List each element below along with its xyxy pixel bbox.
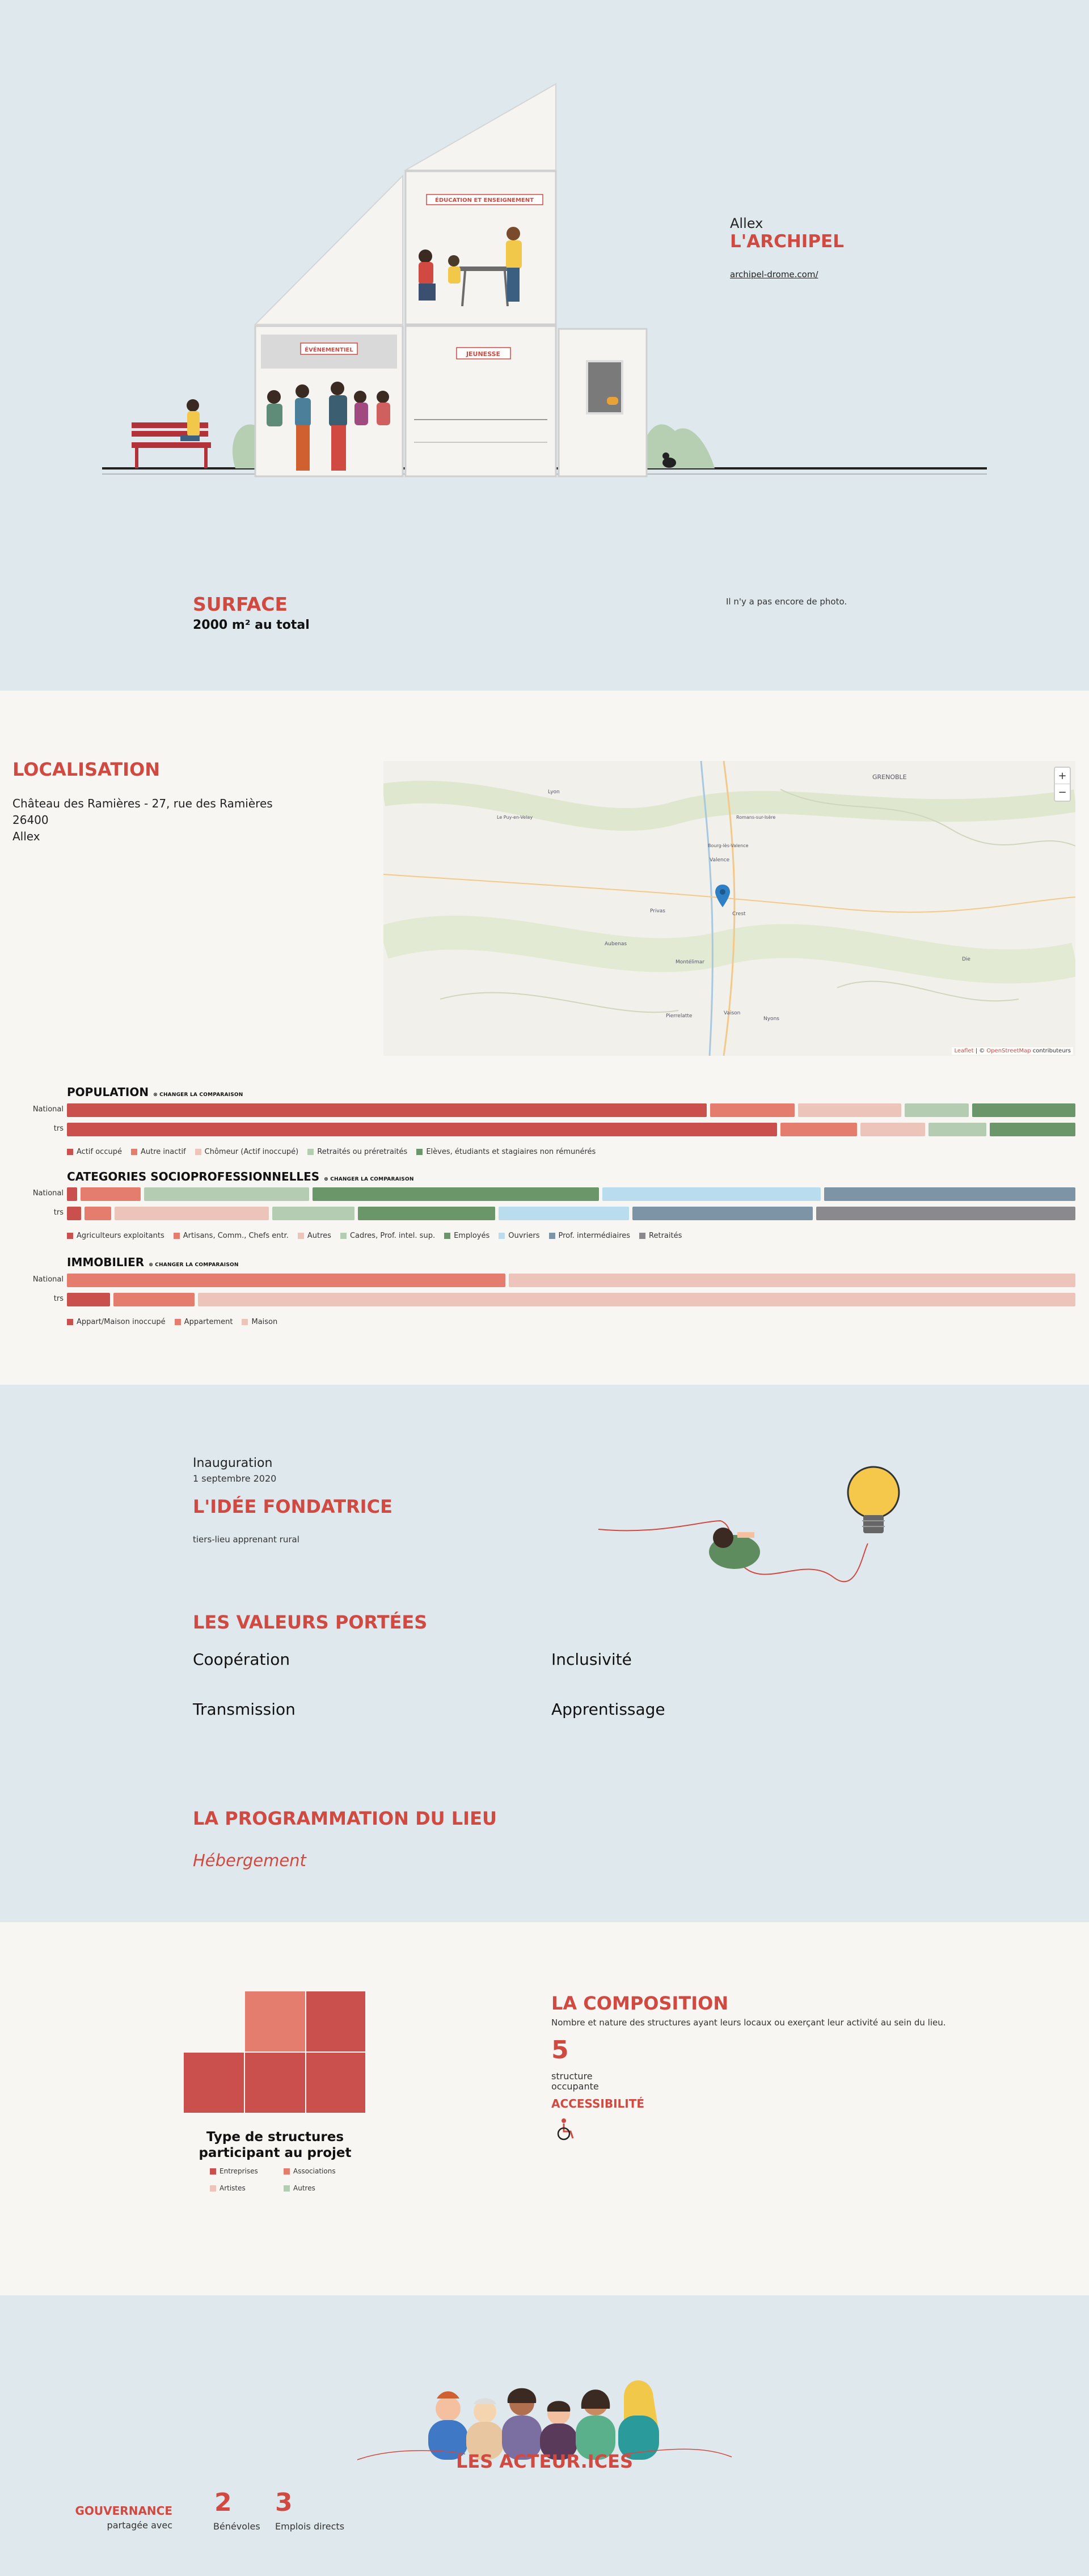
composition-title: LA COMPOSITION bbox=[551, 1993, 729, 2014]
idee-section bbox=[0, 1385, 1089, 1922]
legend-item: Ouvriers bbox=[499, 1232, 539, 1240]
row-label-local: trs bbox=[53, 1208, 64, 1217]
bar-segment-population-4 bbox=[928, 1123, 986, 1136]
address-city: Allex bbox=[12, 830, 40, 843]
treemap-cell-associations bbox=[245, 1991, 305, 2052]
bar-segment-csp-1 bbox=[67, 1187, 77, 1201]
legend-item: Autre inactif bbox=[131, 1148, 186, 1156]
osm-link[interactable]: OpenStreetMap bbox=[986, 1048, 1031, 1054]
bar-segment-immobilier-1 bbox=[67, 1293, 110, 1306]
house-illustration bbox=[96, 79, 993, 488]
emplois-count: 3 bbox=[275, 2488, 293, 2517]
immobilier-local-bar bbox=[67, 1293, 1075, 1306]
zoom-out-button[interactable]: − bbox=[1058, 786, 1067, 798]
leaflet-link[interactable]: Leaflet bbox=[954, 1048, 974, 1054]
legend-item: Retraités ou préretraités bbox=[307, 1148, 407, 1156]
legend-item: Chômeur (Actif inoccupé) bbox=[195, 1148, 299, 1156]
population-header bbox=[67, 1085, 243, 1099]
map[interactable] bbox=[383, 761, 1075, 1056]
map-marker-icon[interactable] bbox=[715, 885, 730, 907]
bar-segment-csp-2 bbox=[81, 1187, 141, 1201]
treemap-cell-entreprises bbox=[306, 1991, 365, 2052]
structures-treemap bbox=[184, 1991, 365, 2114]
bar-segment-population-3 bbox=[860, 1123, 925, 1136]
treemap-cell-entreprises bbox=[306, 2053, 365, 2113]
treemap-title-line1: Type de structures bbox=[206, 2130, 344, 2144]
inauguration-label: Inauguration bbox=[193, 1456, 273, 1470]
row-label-national: National bbox=[32, 1105, 64, 1114]
bar-segment-csp-7 bbox=[824, 1187, 1075, 1201]
accessibility-title: ACCESSIBILITÉ bbox=[551, 2097, 645, 2110]
row-label-national: National bbox=[32, 1275, 64, 1284]
attribution-tail: contributeurs bbox=[1031, 1048, 1071, 1054]
map-label: Pierrelatte bbox=[666, 1013, 693, 1019]
structure-count-label1: structure bbox=[551, 2071, 593, 2082]
map-label: Crest bbox=[732, 911, 746, 917]
bar-segment-csp-3 bbox=[115, 1207, 269, 1220]
treemap-title-line2: participant au projet bbox=[199, 2145, 352, 2160]
valeur-item: Apprentissage bbox=[551, 1700, 665, 1719]
structure-count: 5 bbox=[551, 2036, 569, 2065]
bar-segment-population-5 bbox=[990, 1123, 1075, 1136]
composition-subtitle: Nombre et nature des structures ayant leurs locaux ou exerçant leur activité au sein du lieu. bbox=[551, 2017, 946, 2028]
immobilier-national-bar bbox=[67, 1274, 1075, 1287]
treemap-title bbox=[182, 2130, 369, 2161]
zoom-in-button[interactable]: + bbox=[1055, 768, 1070, 784]
legend-item: Appart/Maison inoccupé bbox=[67, 1318, 166, 1326]
legend-item: Artisans, Comm., Chefs entr. bbox=[174, 1232, 289, 1240]
idea-illustration bbox=[590, 1453, 907, 1611]
map-label: Aubenas bbox=[605, 941, 627, 947]
bar-segment-population-1 bbox=[67, 1123, 777, 1136]
csp-legend bbox=[67, 1232, 682, 1240]
map-label: Vaison bbox=[724, 1010, 741, 1016]
bar-segment-population-4 bbox=[905, 1103, 968, 1117]
map-label: GRENOBLE bbox=[872, 773, 907, 781]
legend-item: Actif occupé bbox=[67, 1148, 122, 1156]
legend-autres: Autres bbox=[284, 2184, 315, 2192]
csp-header bbox=[67, 1170, 414, 1183]
population-title: POPULATION bbox=[67, 1085, 149, 1099]
benevoles-label: Bénévoles bbox=[213, 2521, 260, 2532]
legend-item: Prof. intermédiaires bbox=[549, 1232, 631, 1240]
acteurs-section bbox=[0, 2295, 1089, 2576]
map-label: Lyon bbox=[548, 789, 560, 795]
bar-segment-csp-1 bbox=[67, 1207, 81, 1220]
localisation-title: LOCALISATION bbox=[12, 759, 161, 780]
bar-segment-csp-4 bbox=[144, 1187, 309, 1201]
valeur-item: Transmission bbox=[193, 1700, 296, 1719]
bar-segment-population-2 bbox=[780, 1123, 857, 1136]
place-town: Allex bbox=[730, 215, 763, 231]
legend-item: Maison bbox=[242, 1318, 277, 1326]
localisation-section bbox=[0, 691, 1089, 1385]
hero-section bbox=[0, 0, 1089, 691]
gouvernance-title: GOUVERNANCE bbox=[75, 2504, 172, 2518]
legend-item: Employés bbox=[444, 1232, 489, 1240]
legend-artistes: Artistes bbox=[210, 2184, 246, 2192]
immobilier-legend bbox=[67, 1318, 277, 1326]
room-label-jeunesse: JEUNESSE bbox=[466, 350, 501, 358]
map-label: Bourg-lès-Valence bbox=[708, 843, 749, 848]
immobilier-title: IMMOBILIER bbox=[67, 1255, 145, 1269]
legend-item: Retraités bbox=[639, 1232, 682, 1240]
programmation-item: Hébergement bbox=[193, 1851, 306, 1870]
legend-item: Elèves, étudiants et stagiaires non rémunérés bbox=[416, 1148, 596, 1156]
valeurs-title: LES VALEURS PORTÉES bbox=[193, 1611, 428, 1633]
wheelchair-icon bbox=[556, 2118, 576, 2141]
csp-national-bar bbox=[67, 1187, 1075, 1201]
bar-segment-immobilier-2 bbox=[113, 1293, 195, 1306]
map-attribution bbox=[952, 1047, 1073, 1055]
map-label: Le Puy-en-Velay bbox=[497, 815, 533, 820]
map-label: Romans-sur-Isère bbox=[736, 815, 776, 820]
surface-title: SURFACE bbox=[193, 593, 288, 615]
legend-item: Cadres, Prof. intel. sup. bbox=[340, 1232, 435, 1240]
immobilier-header bbox=[67, 1255, 239, 1269]
map-zoom-control bbox=[1054, 767, 1071, 802]
bar-segment-csp-5 bbox=[313, 1187, 599, 1201]
change-comparison-button[interactable]: ⊗ CHANGER LA COMPARAISON bbox=[324, 1177, 414, 1182]
bar-segment-csp-7 bbox=[632, 1207, 813, 1220]
bar-segment-csp-4 bbox=[272, 1207, 354, 1220]
benevoles-count: 2 bbox=[214, 2488, 232, 2517]
bar-segment-population-1 bbox=[67, 1103, 707, 1117]
valeur-item: Inclusivité bbox=[551, 1650, 632, 1669]
legend-item: Appartement bbox=[175, 1318, 233, 1326]
bar-segment-population-3 bbox=[798, 1103, 901, 1117]
legend-item: Agriculteurs exploitants bbox=[67, 1232, 164, 1240]
treemap-cell-entreprises bbox=[184, 2053, 244, 2113]
bar-segment-population-5 bbox=[972, 1103, 1075, 1117]
legend-entreprises: Entreprises bbox=[210, 2167, 258, 2175]
website-link[interactable]: archipel-drome.com/ bbox=[730, 269, 818, 280]
room-label-education: ÉDUCATION ET ENSEIGNEMENT bbox=[435, 197, 534, 204]
emplois-label: Emplois directs bbox=[275, 2521, 345, 2532]
map-label: Montélimar bbox=[676, 959, 705, 965]
bar-segment-population-2 bbox=[710, 1103, 795, 1117]
acteurs-title: LES ACTEUR.ICES bbox=[455, 2451, 634, 2472]
structure-count-label2: occupante bbox=[551, 2081, 599, 2092]
row-label-local: trs bbox=[53, 1124, 64, 1133]
population-national-bar bbox=[67, 1103, 1075, 1117]
legend-item: Autres bbox=[298, 1232, 331, 1240]
legend-associations: Associations bbox=[284, 2167, 336, 2175]
change-comparison-button[interactable]: ⊗ CHANGER LA COMPARAISON bbox=[153, 1092, 243, 1098]
map-label: Die bbox=[962, 957, 970, 962]
treemap-cell-entreprises bbox=[245, 2053, 305, 2113]
idee-text: tiers-lieu apprenant rural bbox=[193, 1534, 299, 1545]
change-comparison-button[interactable]: ⊗ CHANGER LA COMPARAISON bbox=[149, 1262, 239, 1268]
composition-section bbox=[0, 1922, 1089, 2295]
csp-local-bar bbox=[67, 1207, 1075, 1220]
attribution-separator: | © bbox=[973, 1048, 987, 1054]
no-photo-text: Il n'y a pas encore de photo. bbox=[726, 597, 847, 607]
bar-segment-immobilier-3 bbox=[509, 1274, 1075, 1287]
valeur-item: Coopération bbox=[193, 1650, 290, 1669]
map-label: Valence bbox=[710, 857, 730, 863]
bar-segment-csp-5 bbox=[358, 1207, 495, 1220]
bar-segment-immobilier-2 bbox=[67, 1274, 505, 1287]
room-label-evenementiel: ÉVÉNEMENTIEL bbox=[305, 347, 353, 353]
surface-value: 2000 m² au total bbox=[193, 618, 310, 632]
inauguration-date: 1 septembre 2020 bbox=[193, 1473, 277, 1484]
bar-segment-csp-2 bbox=[85, 1207, 112, 1220]
gouvernance-subtitle: partagée avec bbox=[107, 2520, 172, 2531]
place-name: L'ARCHIPEL bbox=[730, 231, 844, 252]
programmation-title: LA PROGRAMMATION DU LIEU bbox=[193, 1808, 497, 1829]
map-label: Privas bbox=[650, 908, 665, 914]
bar-segment-csp-8 bbox=[816, 1207, 1075, 1220]
population-local-bar bbox=[67, 1123, 1075, 1136]
row-label-local: trs bbox=[53, 1295, 64, 1303]
population-legend bbox=[67, 1148, 596, 1156]
row-label-national: National bbox=[32, 1189, 64, 1198]
csp-title: CATEGORIES SOCIOPROFESSIONNELLES bbox=[67, 1170, 320, 1183]
address-line: Château des Ramières - 27, rue des Ramières bbox=[12, 797, 273, 810]
map-label: Nyons bbox=[763, 1016, 779, 1022]
bar-segment-immobilier-3 bbox=[198, 1293, 1075, 1306]
address-postcode: 26400 bbox=[12, 813, 49, 827]
bar-segment-csp-6 bbox=[499, 1207, 629, 1220]
idee-title: L'IDÉE FONDATRICE bbox=[193, 1496, 392, 1517]
bar-segment-csp-6 bbox=[602, 1187, 821, 1201]
